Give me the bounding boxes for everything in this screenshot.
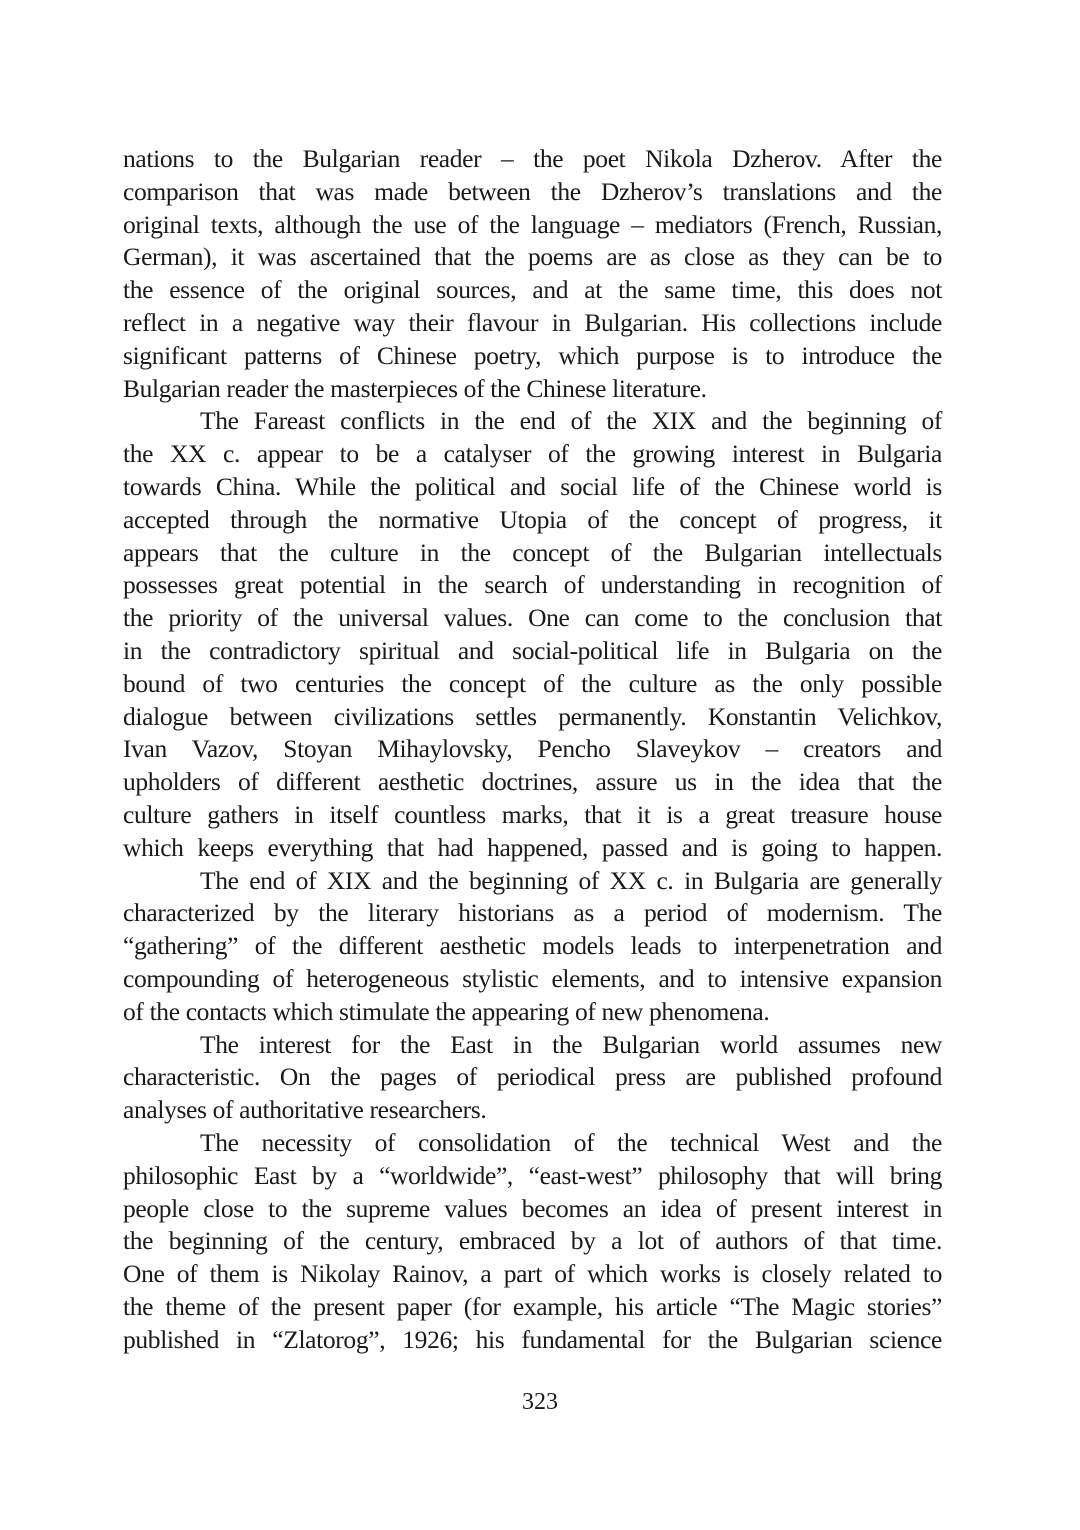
text-line: the priority of the universal values. One can come to the conclusion that [123, 603, 942, 633]
text-line: The end of XIX and the beginning of XX c. in Bulgaria are generally [200, 865, 942, 895]
text-line: The necessity of consolidation of the technical West and the [200, 1127, 942, 1157]
paragraph-1 [123, 143, 942, 405]
text-line: of the contacts which stimulate the appearing of new phenomena. [123, 996, 770, 1026]
text-line: philosophic East by a “worldwide”, “east-west” philosophy that will bring [123, 1160, 942, 1190]
text-line: people close to the supreme values becomes an idea of present interest in [123, 1193, 942, 1223]
text-line: the theme of the present paper (for example, his article “The Magic stories” [123, 1291, 942, 1321]
text-line: the beginning of the century, embraced by a lot of authors of that time. [123, 1226, 942, 1256]
text-line: the essence of the original sources, and at the same time, this does not [123, 275, 942, 305]
text-line: comparison that was made between the Dzherov’s translations and the [123, 176, 942, 206]
text-line: analyses of authoritative researchers. [123, 1095, 487, 1125]
paragraph-2 [123, 405, 942, 864]
text-line: upholders of different aesthetic doctrines, assure us in the idea that the [123, 767, 942, 797]
text-line: The interest for the East in the Bulgarian world assumes new [200, 1029, 942, 1059]
text-line: compounding of heterogeneous stylistic elements, and to intensive expansion [123, 963, 942, 993]
text-line: bound of two centuries the concept of the culture as the only possible [123, 668, 942, 698]
text-line: characterized by the literary historians as a period of modernism. The [123, 898, 942, 928]
text-line: in the contradictory spiritual and social-political life in Bulgaria on the [123, 635, 942, 665]
text-line: reflect in a negative way their flavour in Bulgarian. His collections include [123, 307, 942, 337]
text-line: dialogue between civilizations settles permanently. Konstantin Velichkov, [123, 701, 942, 731]
text-line: nations to the Bulgarian reader – the poet Nikola Dzherov. After the [123, 144, 942, 173]
text-line: The Fareast conflicts in the end of the XIX and the beginning of [200, 406, 942, 436]
text-line: German), it was ascertained that the poems are as close as they can be to [123, 242, 942, 272]
paragraph-3 [123, 865, 942, 1029]
body-text [123, 143, 942, 1356]
text-line: One of them is Nikolay Rainov, a part of which works is closely related to [123, 1259, 942, 1289]
text-line: towards China. While the political and social life of the Chinese world is [123, 471, 942, 501]
paragraph-5 [123, 1127, 942, 1357]
page-number: 323 [522, 1389, 558, 1415]
text-line: “gathering” of the different aesthetic models leads to interpenetration and [123, 931, 942, 961]
text-line: appears that the culture in the concept of the Bulgarian intellectuals [123, 537, 942, 567]
text-line: significant patterns of Chinese poetry, which purpose is to introduce the [123, 340, 942, 370]
text-line: published in “Zlatorog”, 1926; his fundamental for the Bulgarian science [123, 1324, 942, 1354]
text-line: characteristic. On the pages of periodical press are published profound [123, 1062, 942, 1092]
text-line: original texts, although the use of the language – mediators (French, Russian, [123, 209, 942, 239]
text-line: accepted through the normative Utopia of the concept of progress, it [123, 504, 942, 534]
text-line: possesses great potential in the search of understanding in recognition of [123, 570, 942, 600]
text-line: Bulgarian reader the masterpieces of the Chinese literature. [123, 373, 707, 403]
paragraph-4 [123, 1029, 942, 1127]
text-line: the XX c. appear to be a catalyser of the growing interest in Bulgaria [123, 439, 942, 469]
text-line: Ivan Vazov, Stoyan Mihaylovsky, Pencho Slaveykov – creators and [123, 734, 942, 764]
text-line: which keeps everything that had happened, passed and is going to happen. [123, 832, 942, 862]
text-line: culture gathers in itself countless marks, that it is a great treasure house [123, 799, 942, 829]
